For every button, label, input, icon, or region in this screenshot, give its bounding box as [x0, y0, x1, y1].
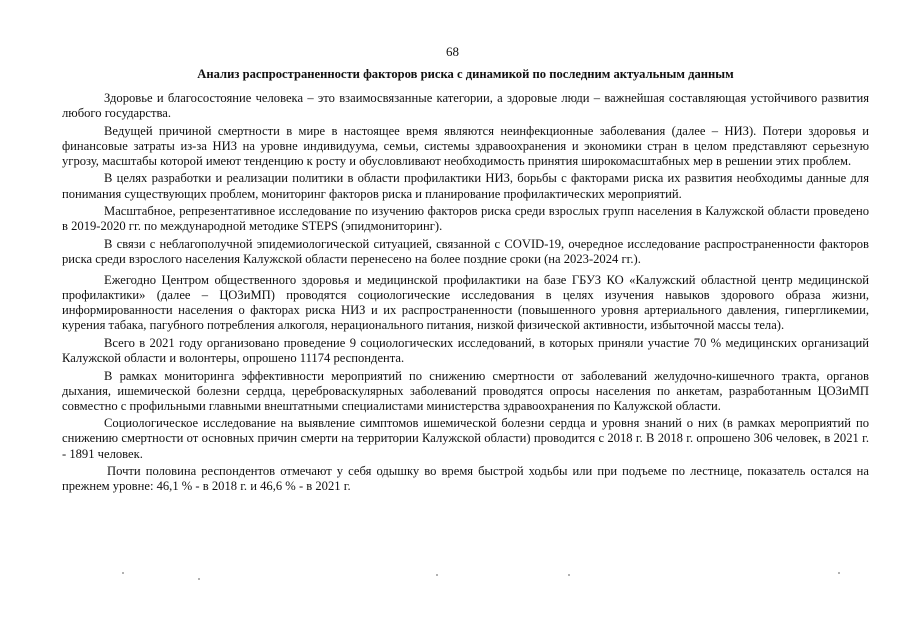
paragraph-8: В рамках мониторинга эффективности мероприятий по снижению смертности от заболеваний желудочно-кишечного тракта, органов дыхания, ишемической болезни сердца, цереброваскулярных заболеваний проводятся опросы населения по анкетам, разработанным ЦОЗиМП совместно с профильными главными внештатными специалистами министерства здравоохранения по Калужской области.: [62, 368, 869, 413]
paragraph-1: Здоровье и благосостояние человека – это взаимосвязанные категории, а здоровые люди – важнейшая составляющая устойчивого развития любого государства.: [62, 91, 869, 121]
scan-speck: [436, 574, 438, 576]
body-text: [62, 91, 869, 497]
scan-speck: [568, 574, 570, 576]
scan-speck: [198, 578, 200, 580]
paragraph-6: Ежегодно Центром общественного здоровья и медицинской профилактики на базе ГБУЗ КО «Калужский областной центр медицинской профилактики» (далее – ЦОЗиМП) проводятся социологические исследования в целях изучения навыков здорового образа жизни, информированности населения о факторах риска НИЗ и их распространенности (повышенного уровня артериального давления, гипергликемии, курения табака, пагубного потребления алкоголя, нерационального питания, низкой физической активности, избыточной массы тела).: [62, 273, 869, 333]
paragraph-2: Ведущей причиной смертности в мире в настоящее время являются неинфекционные заболевания (далее – НИЗ). Потери здоровья и финансовые затраты из-за НИЗ на уровне индивидуума, семьи, системы здравоохранения и экономики стран в целом представляют серьезную угрозу, масштабы которой имеют тенденцию к росту и обусловливают необходимость принятия широкомасштабных мер в решении этих проблем.: [62, 123, 869, 168]
paragraph-3: В целях разработки и реализации политики в области профилактики НИЗ, борьбы с факторами риска их развития необходимы данные для понимания существующих проблем, мониторинг факторов риска и планирование профилактических мероприятий.: [62, 171, 869, 201]
scan-speck: [122, 572, 124, 574]
paragraph-7: Всего в 2021 году организовано проведение 9 социологических исследований, в которых приняли участие 70 % медицинских организаций Калужской области и волонтеры, опрошено 11174 респондента.: [62, 335, 869, 365]
paragraph-4: Масштабное, репрезентативное исследование по изучению факторов риска среди взрослых групп населения в Калужской области проведено в 2019-2020 гг. по международной методике STEPS (эпидмониторинг).: [62, 204, 869, 234]
section-heading: Анализ распространенности факторов риска с динамикой по последним актуальным данным: [197, 67, 734, 81]
paragraph-5: В связи с неблагополучной эпидемиологической ситуацией, связанной с COVID-19, очередное исследование распространенности факторов риска среди взрослого населения Калужской области перенесено на более поздние сроки (на 2023-2024 гг.).: [62, 236, 869, 266]
paragraph-10: Почти половина респондентов отмечают у себя одышку во время быстрой ходьбы или при подъеме по лестнице, показатель остался на прежнем уровне: 46,1 % - в 2018 г. и 46,6 % - в 2021 г.: [62, 464, 869, 494]
paragraph-9: Социологическое исследование на выявление симптомов ишемической болезни сердца и уровня знаний о них (в рамках мероприятий по снижению смертности от основных причин смерти на территории Калужской области) проводится с 2018 г. В 2018 г. опрошено 306 человек, в 2021 г. - 1891 человек.: [62, 416, 869, 461]
scan-speck: [838, 572, 840, 574]
page-number: 68: [446, 44, 459, 59]
